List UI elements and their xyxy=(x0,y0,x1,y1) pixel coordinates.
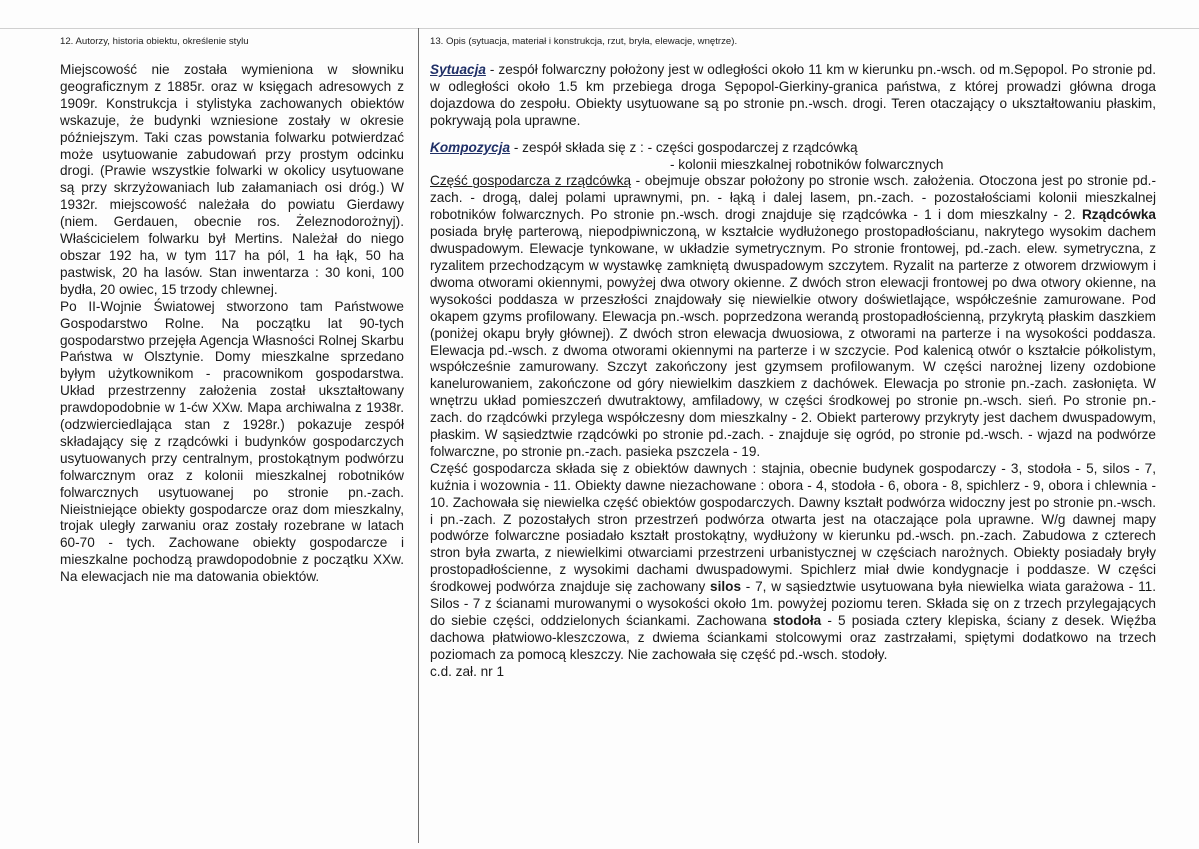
rzadcowka-label: Rządcówka xyxy=(1081,207,1156,223)
section-13-heading: 13. Opis (sytuacja, materiał i konstrukcja, rzut, bryła, elewacje, wnętrze). xyxy=(430,36,738,47)
left-column xyxy=(60,36,404,586)
czesc-gospodarcza-paragraph xyxy=(430,173,1156,460)
stodola-label: stodoła xyxy=(772,613,822,628)
obiekty-text-a: Część gospodarcza składa się z obiektów dawnych : stajnia, obecnie budynek gospodarczy - 3, stodoła - 5, silos - 7, kuźnia i wozownia - 11. Obiekty dawne niezachowane : obora - 4, stodoła - 6, obora - 8, spichlerz - 9, obora i chlewnia - 10. Zachowała się niewielka część obiektów gospodarczych. Dawny kształt podwórza widoczny jest po stronie pn.-wsch. i pn.-zach. Z pozostałych stron przestrzeń podwórza otwarta jest na otaczające pola uprawne. W/g dawnej mapy podwórze folwarczne posiadało kształt prostokątny, wydłużony w kierunku pd.-wsch. pn.-zach. Zabudowa z czterech stron była zwarta, z niewielkimi otwarciami przestrzeni urbanistycznej w częściach narożnych. Obiekty posiadały bryły prostopadłościenne, z wysokimi dachami dwuspadowymi. Spichlerz miał dwie kondygnacje i poddasze. W części środkowej podwórza znajduje się zachowany xyxy=(430,460,1156,595)
obiekty-paragraph xyxy=(430,461,1156,664)
top-divider xyxy=(0,28,1199,29)
sytuacja-text: - zespół folwarczny położony jest w odległości około 11 km w kierunku pn.-wsch. od m.Sępopol. Po stronie pd. w odległości około 1.5 km przebiega droga Sępopol-Gierkiny-granica państwa, z której prowadzi główna droga dojazdowa do zespołu. Obiekty usytuowane są po stronie pn.-wsch. drogi. Teren otaczający o ukształtowaniu płaskim, pokrywają pola uprawne. xyxy=(430,62,1156,128)
kompozycja-paragraph xyxy=(430,140,1156,157)
silos-label: silos xyxy=(710,579,742,595)
column-divider xyxy=(418,28,419,843)
sytuacja-paragraph xyxy=(430,62,1156,130)
history-paragraph-1: Miejscowość nie została wymieniona w słowniku geograficznym z 1885r. oraz w księgach adresowych z 1909r. Konstrukcja i stylistyka zachowanych obiektów wskazuje, że budynki wzniesione zostały w okresie późniejszym. Taki czas powstania folwarku potwierdzać może usytuowanie zabudowań przy prostym odcinku drogi. (Prawie wszystkie folwarki w okolicy usytuowane są przy skrzyżowaniach lub załamaniach osi dróg.) W 1932r. miejscowość należała do powiatu Gierdawy (niem. Gerdauen, obecnie ros. Żeleznodorożnyj). Właścicielem folwarku był Mertins. Należał do niego obszar 192 ha, w tym 117 ha pól, 1 ha łąk, 50 ha pastwisk, 20 ha lasów. Stan inwentarza : 30 koni, 100 bydła, 20 owiec, 15 trzody chlewnej. xyxy=(60,62,404,297)
description-text xyxy=(430,62,1156,681)
kompozycja-text: - zespół składa się z : - części gospodarczej z rządcówką xyxy=(510,139,858,155)
section-12-heading: 12. Autorzy, historia obiektu, określenie stylu xyxy=(60,36,249,47)
kompozycja-label: Kompozycja xyxy=(430,139,511,155)
obiekty-text-b: - 7, w sąsiedztwie usytuowana była niewielka wiata garażowa - 11. Silos - 7 z ścianami murowanymi o wysokości około 1m. powyżej poziomu teren. Składa się on z trzech przylegających do siebie części, oddzielonych ściankami. Zachowana xyxy=(430,579,1156,628)
obiekty-text-c: - 5 posiada cztery klepiska, ściany z desek. Więźba dachowa płatwiowo-kleszczowa, z dwiema ściankami stolcowymi oraz zastrzałami, spiętymi dodatkowo na trzech poziomach za pomocą kleszczy. Nie zachowała się część pd.-wsch. stodoły. xyxy=(430,613,1157,662)
kompozycja-line-2: - kolonii mieszkalnej robotników folwarcznych xyxy=(670,156,944,172)
history-paragraph-2: Po II-Wojnie Światowej stworzono tam Państwowe Gospodarstwo Rolne. Na początku lat 90-tych gospodarstwo przejęła Agencja Własności Rolnej Skarbu Państwa w Olsztynie. Domy mieszkalne sprzedano byłym użytkownikom - pracownikom gospodarstwa. Układ przestrzenny założenia został ukształtowany prawdopodobnie w 1-ćw XXw. Mapa archiwalna z 1938r. (odzwierciedlająca stan z 1928r.) pokazuje zespół składający się z rządcówki i budynków gospodarczych usytuowanych przy centralnym, prostokątnym podwórzu folwarcznym oraz z kolonii mieszkalnej robotników folwarcznych usytuowanej po stronie pn.-zach. Nieistniejące obiekty gospodarcze oraz dom mieszkalny, trojak uległy zarwaniu oraz zostały rozebrane w latach 60-70 - tych. Zachowane obiekty gospodarcze i mieszkalne pochodzą prawdopodobnie z początku XXw. Na elewacjach nie ma datowania obiektów. xyxy=(60,298,404,585)
continuation-note: c.d. zał. nr 1 xyxy=(430,663,505,679)
czesc-text-1: - obejmuje obszar położony po stronie wsch. założenia. Otoczona jest po stronie pd.-zach. - drogą, dalej polami uprawnymi, pn. - łąką i dalej lasem, pn.-zach. - pozostałościami kolonii mieszkalnej robotników folwarcznych. Po stronie pn.-wsch. drogi znajduje się rządcówka - 1 i dom mieszkalny - 2. xyxy=(430,173,1156,223)
czesc-text-2: posiada bryłę parterową, niepodpiwniczoną, w kształcie wydłużonego prostopadłościanu, nakrytego wysokim dachem dwuspadowym. Elewacje tynkowane, w układzie symetrycznym. Po stronie frontowej, pd.-zach. elew. symetryczna, z ryzalitem przechodzącym w wystawkę zamkniętą dwuspadowym szczytem. Ryzalit na parterze z otworem drzwiowym i dwoma otworami okiennymi, powyżej dwa otwory okienne. Z dwóch stron elewacji frontowej po dwa otwory okienne, na wysokości poddasza w przeszłości znajdowały się niewielkie otwory doświetlające, współcześnie zamurowane. Pod okapem gzyms profilowany. Elewacja pn.-wsch. poprzedzona werandą prostopadłościenną, przykrytą płaskim daszkiem (poniżej okapu bryły głównej). Z dwóch stron elewacja dwuosiowa, z otworami na parterze i na wysokości poddasza. Elewacja pd.-wsch. z dwoma otworami okiennymi na parterze i w szczycie. Pod kalenicą otwór o kształcie półkolistym, współcześnie zamurowany. Szczyt zakończony jest gzymsem profilowanym. W części narożnej lizeny ozdobione kanelurowaniem, zakończone od góry niewielkim daszkiem z dachówek. Elewacja po stronie pn.-zach. zasłonięta. W wnętrzu układ pomieszczeń dwutraktowy, amfiladowy, w części środkowej po stronie pn.-wsch. sień. Po stronie pn.-zach. do rządcówki przylega współczesny dom mieszkalny - 2. Obiekt parterowy przykryty jest dachem dwuspadowym, płaskim. W sąsiedztwie rządcówki po stronie pd.-zach. - znajduje się ogród, po stronie pd.-wsch. - wjazd na podwórze folwarczne, po stronie pn.-zach. pasieka pszczela - 19. xyxy=(430,224,1156,459)
sytuacja-label: Sytuacja xyxy=(430,62,486,77)
right-column xyxy=(430,36,1156,681)
czesc-gospodarcza-label: Część gospodarcza z rządcówką xyxy=(430,173,632,189)
history-text xyxy=(60,62,404,586)
